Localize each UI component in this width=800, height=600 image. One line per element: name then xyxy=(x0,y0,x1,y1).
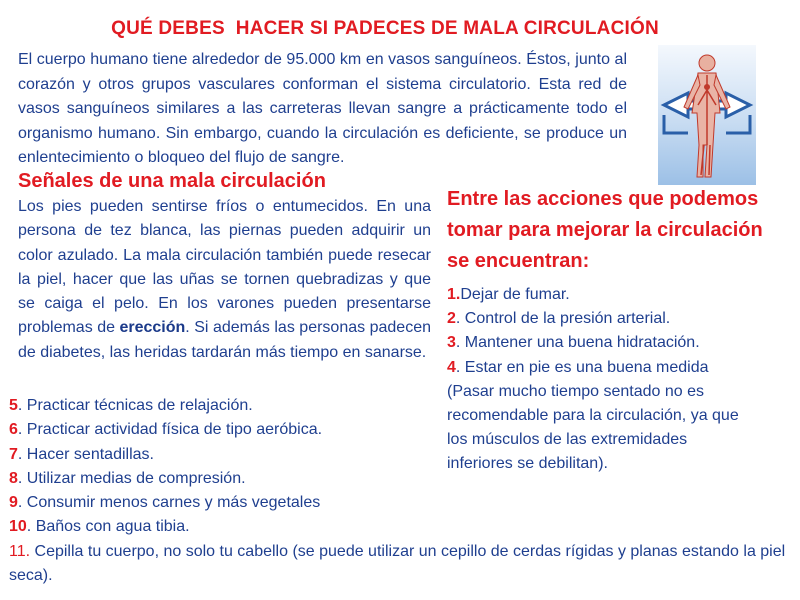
list-item-text: . Consumir menos carnes y más vegetales xyxy=(17,494,321,512)
list-item xyxy=(9,540,789,589)
list-item-text: Dejar de fumar. xyxy=(460,286,570,303)
signs-paragraph xyxy=(18,195,431,365)
list-item xyxy=(9,394,789,418)
list-item xyxy=(9,418,789,442)
more-actions-list xyxy=(9,394,789,588)
list-item-number: 3 xyxy=(447,334,456,352)
list-item-number: 4 xyxy=(447,358,456,376)
list-item-number: 2 xyxy=(447,310,456,328)
signs-bold-word: erección xyxy=(119,319,186,337)
list-item-number: 1. xyxy=(447,286,461,303)
list-item-text: . Practicar técnicas de relajación. xyxy=(17,397,253,414)
page-title: QUÉ DEBES HACER SI PADECES DE MALA CIRCULACIÓN xyxy=(111,18,659,39)
list-item-number: 6 xyxy=(9,421,18,439)
list-item-number: 7 xyxy=(9,445,18,463)
list-item-text: . Hacer sentadillas. xyxy=(17,445,154,463)
signs-text-before: Los pies pueden sentirse fríos o entumecidos. En una persona de tez blanca, las piernas pueden adquirir un color azulado. La mala circulación también puede resecar la piel, hacer que las uñas se tornen quebradizas y que se caiga el pelo. En los varones pueden presentarse problemas de xyxy=(18,198,431,337)
list-item xyxy=(447,331,747,355)
list-item xyxy=(9,515,789,539)
list-item xyxy=(447,307,747,331)
list-item xyxy=(9,467,789,491)
list-item-text: . Estar en pie es una buena medida (Pasar mucho tiempo sentado no es recomendable para la circulación, ya que los músculos de las extremidades inferiores se debilitan). xyxy=(447,358,739,473)
list-item-text: Cepilla tu cuerpo, no solo tu cabello (se puede utilizar un cepillo de cerdas rígidas y planas estando la piel seca). xyxy=(9,542,786,585)
signs-heading: Señales de una mala circulación xyxy=(18,170,326,192)
list-item xyxy=(9,491,789,515)
actions-heading: Entre las acciones que podemos tomar para mejorar la circulación se encuentran: xyxy=(447,188,763,272)
list-item xyxy=(447,283,747,307)
intro-paragraph: El cuerpo humano tiene alrededor de 95.000 km en vasos sanguíneos. Éstos, junto al corazón y otros grupos vasculares conforman el sistema circulatorio. Esta red de vasos sanguíneos similares a las carreteras llevan sangre a prácticamente todo el organismo humano. Sin embargo, cuando la circulación es deficiente, se produce un enlentecimiento o bloqueo del flujo de sangre. xyxy=(18,51,627,166)
list-item-number: 10 xyxy=(9,518,27,536)
list-item-text: . Mantener una buena hidratación. xyxy=(455,334,700,352)
list-item-text: . Utilizar medias de compresión. xyxy=(17,469,246,487)
list-item-text: . Control de la presión arterial. xyxy=(455,310,671,328)
list-item-number: 11. xyxy=(9,542,31,560)
signs-text-after: . Si además las personas padecen de diabetes, las heridas tardarán más tiempo en sanarse. xyxy=(18,319,432,361)
list-item-text: . Practicar actividad física de tipo aeróbica. xyxy=(17,421,323,439)
list-item-number: 9 xyxy=(9,494,18,512)
list-item xyxy=(9,443,789,467)
list-item-text: . Baños con agua tibia. xyxy=(26,518,190,536)
circulatory-system-body-icon xyxy=(658,45,756,185)
list-item-number: 5 xyxy=(9,397,18,414)
list-item-number: 8 xyxy=(9,469,18,487)
